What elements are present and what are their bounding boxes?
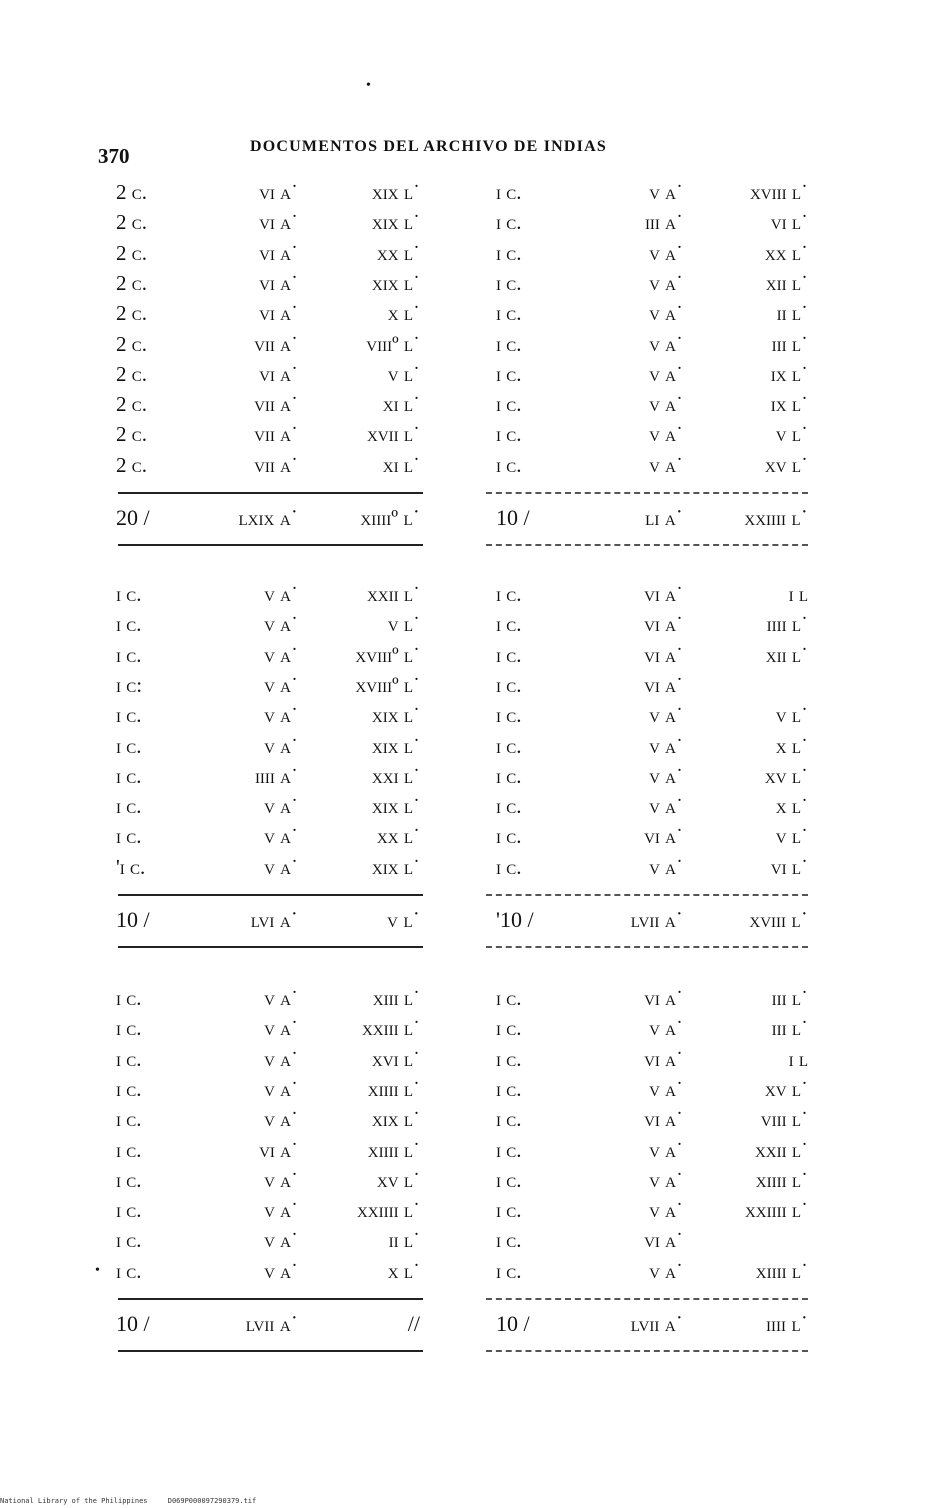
entry-count: i c. [496, 361, 522, 386]
total-libras: xxiiii l˙ [744, 505, 808, 530]
entry-count: i c. [496, 422, 522, 447]
entry-arrobas: v a˙ [264, 1198, 298, 1223]
sum-rule-top [118, 894, 423, 896]
page-number: 370 [98, 144, 130, 168]
entry-libras: xix l˙ [371, 180, 420, 204]
entry-arrobas: vi a˙ [644, 1107, 683, 1132]
entry-arrobas: v a˙ [264, 582, 298, 606]
entry-count: i c. [496, 703, 522, 728]
entry-libras: v l˙ [387, 361, 420, 386]
total-count: 10 / [116, 1311, 150, 1336]
entry-arrobas: vi a˙ [259, 301, 298, 326]
entry-count: i c. [496, 392, 522, 417]
entry-arrobas: vii a˙ [254, 392, 298, 417]
entry-libras: x l˙ [387, 1258, 420, 1283]
entry-libras: xv l˙ [764, 763, 808, 788]
entry-arrobas: v a˙ [264, 1046, 298, 1071]
entry-libras: xx l˙ [376, 240, 420, 265]
sum-rule-bottom [118, 1350, 423, 1352]
entry-arrobas: vi a˙ [259, 1137, 298, 1162]
top-dot-mark: • [366, 78, 371, 93]
entry-arrobas: v a˙ [649, 1258, 683, 1283]
total-count: 10 / [496, 1311, 530, 1336]
entry-count: 2 c. [116, 210, 148, 235]
entry-count: i c. [496, 986, 522, 1010]
entry-arrobas: v a˙ [649, 733, 683, 758]
total-arrobas: li a˙ [645, 505, 683, 530]
entry-count: i c. [496, 824, 522, 849]
total-libras: xiiiiº l˙ [360, 505, 420, 530]
entry-count: i c. [496, 854, 522, 879]
sum-rule-top [486, 492, 808, 494]
sum-rule-bottom [486, 946, 808, 948]
entry-count: i c. [496, 672, 522, 697]
scan-footer [0, 1497, 272, 1505]
entry-arrobas: vi a˙ [259, 270, 298, 295]
entry-libras: ix l˙ [770, 361, 808, 386]
entry-arrobas: vii a˙ [254, 452, 298, 477]
entry-libras: xviiiº l˙ [355, 642, 420, 667]
entry-count: 2 c. [116, 180, 148, 204]
entry-count: i c. [116, 612, 142, 637]
entry-libras: xiiii l˙ [367, 1076, 420, 1101]
entry-arrobas: vi a˙ [644, 1046, 683, 1071]
entry-count: 2 c. [116, 422, 148, 447]
total-arrobas: lvii a˙ [630, 907, 683, 932]
entry-arrobas: v a˙ [649, 1198, 683, 1223]
entry-libras: xix l˙ [371, 210, 420, 235]
entry-libras: iii l˙ [771, 331, 808, 356]
total-libras: // [407, 1311, 420, 1336]
entry-libras: xii l˙ [765, 642, 808, 667]
entry-arrobas: vi a˙ [259, 210, 298, 235]
entry-arrobas: v a˙ [264, 1107, 298, 1132]
margin-tick-mark: • [95, 1263, 100, 1278]
total-count: '10 / [496, 907, 534, 932]
entry-count: 2 c. [116, 301, 148, 326]
entry-libras: v l˙ [387, 612, 420, 637]
total-arrobas: lvi a˙ [250, 907, 298, 932]
entry-count: 'i c. [116, 854, 146, 879]
entry-arrobas: v a˙ [264, 1076, 298, 1101]
total-libras: iiii l˙ [766, 1311, 808, 1336]
total-libras: xviii l˙ [749, 907, 808, 932]
entry-count: i c. [496, 1198, 522, 1223]
entry-libras: i l [788, 582, 808, 606]
total-arrobas: lxix a˙ [238, 505, 298, 530]
entry-arrobas: v a˙ [264, 672, 298, 697]
entry-count: 2 c. [116, 270, 148, 295]
scan-library: National Library of the Philippines [0, 1497, 148, 1505]
entry-count: i c: [116, 672, 143, 697]
total-count: 20 / [116, 505, 150, 530]
total-libras: v l˙ [387, 907, 420, 932]
entry-libras: xxiii l˙ [361, 1016, 420, 1041]
sum-rule-top [486, 1298, 808, 1300]
entry-libras: v l˙ [775, 824, 808, 849]
entry-arrobas: v a˙ [264, 1258, 298, 1283]
entry-count: i c. [496, 582, 522, 606]
sum-rule-bottom [486, 1350, 808, 1352]
entry-libras: x l˙ [387, 301, 420, 326]
entry-count: i c. [496, 1228, 522, 1253]
entry-libras: xxiiii l˙ [356, 1198, 420, 1223]
scan-file: D069P000097290379.tif [167, 1497, 257, 1505]
entry-libras: xix l˙ [371, 703, 420, 728]
entry-arrobas: vi a˙ [644, 582, 683, 606]
entry-count: i c. [496, 1016, 522, 1041]
entry-count: i c. [496, 1137, 522, 1162]
entry-libras: iii l˙ [771, 1016, 808, 1041]
entry-count: i c. [116, 1046, 142, 1071]
entry-count: i c. [116, 642, 142, 667]
entry-arrobas: vi a˙ [644, 986, 683, 1010]
entry-count: i c. [116, 986, 142, 1010]
entry-arrobas: v a˙ [649, 301, 683, 326]
entry-arrobas: v a˙ [264, 824, 298, 849]
entry-arrobas: v a˙ [649, 1016, 683, 1041]
entry-arrobas: v a˙ [264, 986, 298, 1010]
entry-count: i c. [496, 733, 522, 758]
entry-libras: iii l˙ [771, 986, 808, 1010]
entry-libras: v l˙ [775, 422, 808, 447]
entry-libras: xi l˙ [382, 392, 420, 417]
entry-arrobas: v a˙ [649, 763, 683, 788]
entry-libras: viii l˙ [760, 1107, 808, 1132]
entry-libras: xi l˙ [382, 452, 420, 477]
entry-arrobas: v a˙ [649, 180, 683, 204]
entry-libras: xix l˙ [371, 854, 420, 879]
entry-libras: xiii l˙ [372, 986, 420, 1010]
entry-arrobas: vi a˙ [259, 361, 298, 386]
sum-rule-top [118, 1298, 423, 1300]
entry-count: i c. [496, 612, 522, 637]
entry-arrobas: vi a˙ [644, 612, 683, 637]
entry-count: i c. [116, 794, 142, 819]
entry-libras: xxi l˙ [371, 763, 420, 788]
entry-libras: iiii l˙ [766, 612, 808, 637]
entry-count: i c. [496, 270, 522, 295]
entry-arrobas: v a˙ [264, 1016, 298, 1041]
entry-libras: x l˙ [775, 794, 808, 819]
entry-libras: xv l˙ [764, 452, 808, 477]
sum-rule-top [118, 492, 423, 494]
entry-arrobas: vii a˙ [254, 331, 298, 356]
entry-arrobas: v a˙ [649, 392, 683, 417]
entry-count: i c. [116, 703, 142, 728]
entry-arrobas: iiii a˙ [254, 763, 298, 788]
entry-libras: xix l˙ [371, 1107, 420, 1132]
entry-arrobas: v a˙ [264, 1228, 298, 1253]
entry-libras: xix l˙ [371, 794, 420, 819]
entry-arrobas: vi a˙ [259, 180, 298, 204]
entry-arrobas: v a˙ [264, 1167, 298, 1192]
entry-libras: xviii l˙ [749, 180, 808, 204]
entry-arrobas: vi a˙ [644, 824, 683, 849]
entry-arrobas: v a˙ [649, 270, 683, 295]
sum-rule-bottom [486, 544, 808, 546]
total-arrobas: lvii a˙ [630, 1311, 683, 1336]
entry-count: i c. [116, 1167, 142, 1192]
entry-count: i c. [116, 733, 142, 758]
entry-count: i c. [116, 582, 142, 606]
entry-arrobas: v a˙ [264, 612, 298, 637]
entry-libras: i l [788, 1046, 808, 1071]
entry-libras: xii l˙ [765, 270, 808, 295]
total-count: 10 / [496, 505, 530, 530]
entry-arrobas: v a˙ [649, 703, 683, 728]
entry-arrobas: vi a˙ [259, 240, 298, 265]
entry-arrobas: v a˙ [649, 240, 683, 265]
entry-arrobas: v a˙ [649, 452, 683, 477]
entry-count: i c. [496, 1107, 522, 1132]
entry-libras: ii l˙ [388, 1228, 420, 1253]
entry-count: i c. [116, 1198, 142, 1223]
entry-count: i c. [496, 1046, 522, 1071]
entry-arrobas: vi a˙ [644, 672, 683, 697]
entry-libras: xviiiº l˙ [355, 672, 420, 697]
entry-count: i c. [116, 1137, 142, 1162]
entry-count: i c. [116, 1228, 142, 1253]
entry-arrobas: v a˙ [649, 1137, 683, 1162]
entry-arrobas: v a˙ [264, 794, 298, 819]
entry-libras: xxii l˙ [754, 1137, 808, 1162]
running-title: DOCUMENTOS DEL ARCHIVO DE INDIAS [250, 138, 607, 155]
entry-libras: viiiº l˙ [366, 331, 420, 356]
entry-libras: x l˙ [775, 733, 808, 758]
entry-count: i c. [496, 180, 522, 204]
entry-arrobas: vi a˙ [644, 1228, 683, 1253]
entry-libras: xiiii l˙ [367, 1137, 420, 1162]
total-arrobas: lvii a˙ [245, 1311, 298, 1336]
entry-count: i c. [496, 301, 522, 326]
entry-arrobas: v a˙ [264, 642, 298, 667]
entry-count: i c. [496, 1076, 522, 1101]
entry-count: i c. [496, 642, 522, 667]
entry-count: i c. [496, 331, 522, 356]
entry-arrobas: v a˙ [264, 703, 298, 728]
entry-count: i c. [116, 824, 142, 849]
entry-arrobas: iii a˙ [644, 210, 683, 235]
entry-arrobas: vi a˙ [644, 642, 683, 667]
entry-libras: vi l˙ [770, 854, 808, 879]
entry-count: 2 c. [116, 361, 148, 386]
entry-count: 2 c. [116, 392, 148, 417]
total-count: 10 / [116, 907, 150, 932]
entry-libras: xvi l˙ [371, 1046, 420, 1071]
entry-libras: xv l˙ [764, 1076, 808, 1101]
entry-libras: vi l˙ [770, 210, 808, 235]
entry-count: i c. [116, 1016, 142, 1041]
entry-count: i c. [496, 452, 522, 477]
entry-libras: xx l˙ [764, 240, 808, 265]
entry-count: i c. [116, 1258, 142, 1283]
entry-arrobas: v a˙ [649, 422, 683, 447]
entry-libras: xix l˙ [371, 270, 420, 295]
entry-count: i c. [496, 1167, 522, 1192]
entry-arrobas: v a˙ [649, 331, 683, 356]
entry-count: i c. [496, 210, 522, 235]
entry-arrobas: v a˙ [649, 794, 683, 819]
entry-arrobas: v a˙ [649, 1167, 683, 1192]
entry-count: 2 c. [116, 240, 148, 265]
entry-count: i c. [496, 794, 522, 819]
entry-count: i c. [496, 1258, 522, 1283]
entry-count: i c. [496, 763, 522, 788]
entry-arrobas: vii a˙ [254, 422, 298, 447]
entry-libras: xxiiii l˙ [744, 1198, 808, 1223]
entry-count: i c. [116, 1107, 142, 1132]
entry-libras: xiiii l˙ [755, 1167, 808, 1192]
entry-libras: v l˙ [775, 703, 808, 728]
entry-libras: xiiii l˙ [755, 1258, 808, 1283]
entry-libras: ii l˙ [776, 301, 808, 326]
sum-rule-bottom [118, 544, 423, 546]
sum-rule-top [486, 894, 808, 896]
entry-libras: xx l˙ [376, 824, 420, 849]
entry-arrobas: v a˙ [649, 1076, 683, 1101]
entry-arrobas: v a˙ [649, 854, 683, 879]
entry-libras: xv l˙ [376, 1167, 420, 1192]
entry-count: 2 c. [116, 452, 148, 477]
entry-libras: xvii l˙ [366, 422, 420, 447]
entry-count: i c. [496, 240, 522, 265]
entry-arrobas: v a˙ [264, 854, 298, 879]
sum-rule-bottom [118, 946, 423, 948]
entry-libras: ix l˙ [770, 392, 808, 417]
entry-count: i c. [116, 1076, 142, 1101]
entry-arrobas: v a˙ [264, 733, 298, 758]
entry-count: i c. [116, 763, 142, 788]
entry-arrobas: v a˙ [649, 361, 683, 386]
entry-count: 2 c. [116, 331, 148, 356]
entry-libras: xix l˙ [371, 733, 420, 758]
entry-libras: xxii l˙ [366, 582, 420, 606]
